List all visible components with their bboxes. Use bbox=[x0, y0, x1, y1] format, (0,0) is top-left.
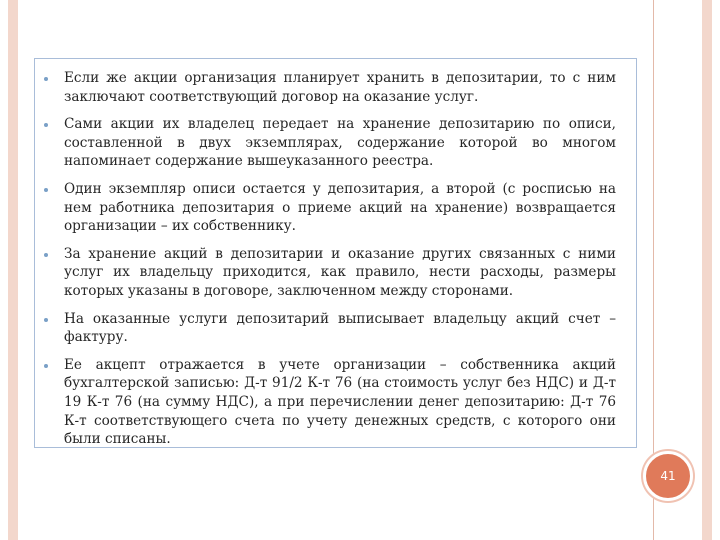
list-item bbox=[44, 245, 616, 301]
list-item bbox=[44, 356, 616, 449]
bullet-text: Ее акцепт отражается в учете организации – собственника акций бухгалтерской записью: Д-т 91/2 К-т 76 (на стоимость услуг без НДС) и Д-т 19 К-т 76 (на сумму НДС), а при перечислении денег депозитарию: Д-т 76 К-т соответствующего счета по учету денежных средств, с которого они были списаны. bbox=[64, 356, 616, 448]
bullet-icon bbox=[44, 188, 48, 192]
right-border-stripe bbox=[702, 0, 712, 540]
bullet-text: Один экземпляр описи остается у депозитария, а второй (с росписью на нем работника депозитария о приеме акций на хранение) возвращается организации – их собственнику. bbox=[64, 180, 616, 235]
page-number-badge: 41 bbox=[643, 451, 693, 501]
bullet-list bbox=[44, 69, 616, 458]
bullet-text: Сами акции их владелец передает на хранение депозитарию по описи, составленной в двух экземплярах, содержание которой во многом напоминает содержание вышеуказанного реестра. bbox=[64, 116, 616, 170]
bullet-text: Если же акции организация планирует хранить в депозитарии, то с ним заключают соответствующий договор на оказание услуг. bbox=[64, 70, 616, 105]
list-item bbox=[44, 310, 616, 347]
bullet-icon bbox=[44, 318, 48, 322]
list-item bbox=[44, 115, 616, 171]
bullet-text: За хранение акций в депозитарии и оказание других связанных с ними услуг их владельцу приходится, как правило, нести расходы, размеры которых указаны в договоре, заключенном между сторонами. bbox=[64, 245, 616, 299]
bullet-icon bbox=[44, 364, 48, 368]
bullet-icon bbox=[44, 77, 48, 81]
list-item bbox=[44, 180, 616, 236]
bullet-icon bbox=[44, 123, 48, 127]
left-border-stripe bbox=[8, 0, 18, 540]
list-item bbox=[44, 69, 616, 106]
bullet-text: На оказанные услуги депозитарий выписывает владельцу акций счет – фактуру. bbox=[64, 310, 616, 346]
bullet-icon bbox=[44, 253, 48, 257]
